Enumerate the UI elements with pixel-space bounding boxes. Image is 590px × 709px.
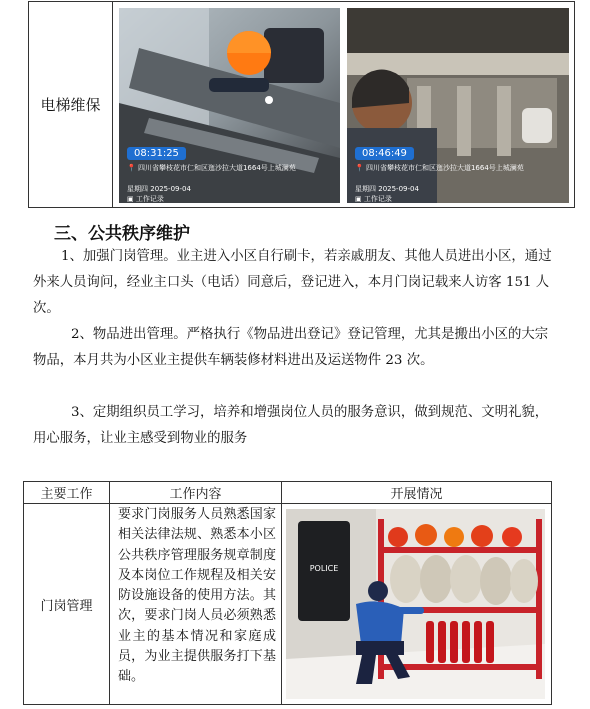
elevator-photo-2 [347, 8, 569, 203]
photo-2-date [355, 184, 419, 194]
photo-2-record: ▣ 工作记录 [355, 195, 392, 203]
police-shield-text: POLICE [309, 564, 339, 573]
cell-work-content [110, 504, 282, 705]
cell-main-work: 门岗管理 [24, 504, 110, 705]
cell-progress [282, 504, 552, 705]
photo-1-address: 📍 四川省攀枝花市仁和区迤沙拉大道1664号上城澜苑 [127, 164, 296, 172]
gate-photo [286, 509, 545, 699]
elevator-maintenance-table [28, 1, 575, 208]
photo-1-date [127, 184, 191, 194]
photo-1-date-value: 2025-09-04 [150, 185, 191, 193]
header-main-work: 主要工作 [24, 482, 110, 504]
elevator-photo-1 [119, 8, 340, 203]
paragraph-staff-training: 3、定期组织员工学习，培养和增强岗位人员的服务意识，做到规范、文明礼貌，用心服务，让业主感受到物业的服务 [33, 405, 549, 446]
photo-1-record: ▣ 工作记录 [127, 195, 164, 203]
gate-management-table [23, 481, 552, 705]
elevator-photo-2-image [347, 8, 569, 203]
work-content-text: 要求门岗服务人员熟悉国家相关法律法规、熟悉本小区公共秩序管理服务规章制度及本岗位工作规程及相关安防设施设备的使用方法。其次，要求门岗人员必须熟悉业主的基本情况和家庭成员，为业主提供服务打下基础。 [118, 507, 276, 685]
photo-1-weekday: 星期四 [127, 185, 148, 193]
paragraph-gate-management: 1、加强门岗管理。业主进入小区自行刷卡，若亲戚朋友、其他人员进出小区，通过外来人员询问，经业主口头（电话）同意后，登记进入，本月门岗记载来人访客 151 人次。 [33, 249, 552, 316]
gate-photo-image [286, 509, 545, 699]
header-work-content: 工作内容 [110, 482, 282, 504]
photo-1-time: 08:31:25 [127, 147, 186, 160]
elevator-photo-1-image [119, 8, 340, 203]
photo-2-time: 08:46:49 [355, 147, 414, 160]
photo-2-date-value: 2025-09-04 [378, 185, 419, 193]
paragraph-goods-management: 2、物品进出管理。严格执行《物品进出登记》登记管理，尤其是搬出小区的大宗物品，本月共为小区业主提供车辆装修材料进出及运送物件 23 次。 [33, 327, 549, 368]
photo-2-weekday: 星期四 [355, 185, 376, 193]
header-progress: 开展情况 [282, 482, 552, 504]
table-header-row [24, 482, 552, 504]
photo-2-address: 📍 四川省攀枝花市仁和区迤沙拉大道1664号上城澜苑 [355, 164, 524, 172]
table-row [24, 504, 552, 705]
elevator-maintenance-label: 电梯维保 [29, 2, 113, 207]
section-title: 三、公共秩序维护 [54, 224, 190, 244]
